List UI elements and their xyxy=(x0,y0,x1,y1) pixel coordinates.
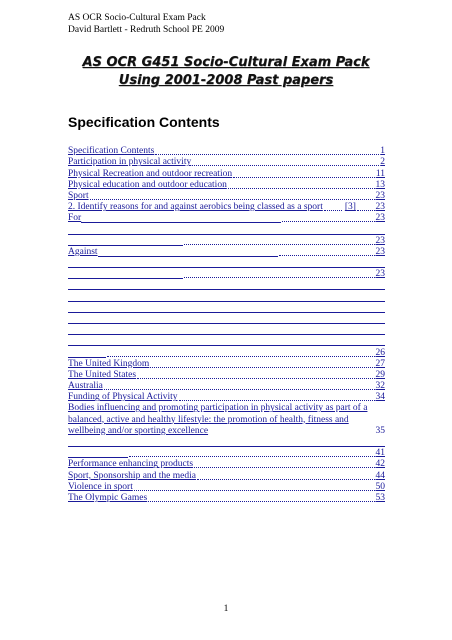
toc-entry[interactable] xyxy=(68,180,385,191)
toc-entry-label: Participation in physical activity xyxy=(68,157,192,168)
toc-entry-page: 42 xyxy=(375,459,385,470)
toc-leader xyxy=(90,198,375,200)
toc-blank-line xyxy=(68,323,385,324)
toc-entry-label: The Olympic Games xyxy=(68,493,148,504)
toc-entry-label: Physical Recreation and outdoor recreation xyxy=(68,168,233,179)
toc-entry-page: 34 xyxy=(375,392,385,403)
toc-entry-page: 32 xyxy=(375,381,385,392)
contents-heading: Specification Contents xyxy=(68,114,220,130)
toc-leader xyxy=(129,455,375,457)
toc-entry[interactable] xyxy=(68,213,385,224)
toc-entry[interactable] xyxy=(68,157,385,168)
document-subtitle: Using 2001-2008 Past papers xyxy=(118,73,334,88)
toc-leader xyxy=(279,254,375,256)
toc-entry[interactable] xyxy=(68,403,385,437)
toc-entry-page: 23 xyxy=(375,235,385,246)
toc-blank-line xyxy=(68,357,106,358)
toc-entry-label: Specification Contents xyxy=(68,146,155,157)
toc-leader xyxy=(197,478,375,480)
toc-leader xyxy=(184,243,375,245)
toc-blank-line xyxy=(68,334,385,335)
toc-entry-page: 13 xyxy=(375,179,385,190)
toc-entry-label: Performance enhancing products xyxy=(68,459,194,470)
toc-leader xyxy=(107,355,375,357)
toc-leader xyxy=(150,366,374,368)
toc-entry[interactable] xyxy=(68,370,385,381)
toc-leader xyxy=(104,388,375,390)
toc-leader xyxy=(194,466,374,468)
toc-entry[interactable] xyxy=(68,146,385,157)
toc-entry[interactable] xyxy=(68,269,385,280)
toc-entry-label: Australia xyxy=(68,381,103,392)
toc-leader xyxy=(155,153,379,155)
toc-entry-page: 44 xyxy=(375,470,385,481)
toc-entry[interactable] xyxy=(68,493,385,504)
toc-entry-label: 2. Identify reasons for and against aerobics being classed as a sport xyxy=(68,202,323,213)
toc-leader xyxy=(184,276,375,278)
toc-blank-line xyxy=(68,234,385,235)
toc-leader xyxy=(192,164,379,166)
toc-leader xyxy=(137,377,374,379)
table-of-contents xyxy=(68,146,385,504)
toc-blank-row[interactable] xyxy=(68,258,385,269)
toc-entry-page: 29 xyxy=(375,369,385,380)
toc-entry[interactable] xyxy=(68,381,385,392)
toc-entry-label: Bodies influencing and promoting participation in physical activity as part of a balanced, active and healthy lifestyle: the promotion of health, fitness and wellbeing and/or sporting excellence xyxy=(68,403,368,436)
toc-entry-label: The United States xyxy=(68,369,137,380)
toc-leader xyxy=(233,176,375,178)
toc-blank-row[interactable] xyxy=(68,325,385,336)
toc-entry-page: 11 xyxy=(375,168,385,179)
toc-leader xyxy=(324,209,342,211)
toc-blank-line xyxy=(68,289,385,290)
toc-entry-marks: [3] xyxy=(344,202,356,213)
toc-blank-line xyxy=(68,312,385,313)
toc-entry[interactable] xyxy=(68,359,385,370)
page-number: 1 xyxy=(223,604,229,614)
toc-blank-line xyxy=(68,301,385,302)
toc-blank-row[interactable] xyxy=(68,280,385,291)
toc-entry-label: Violence in sport xyxy=(68,481,133,492)
toc-entry-label: Sport xyxy=(68,190,89,201)
toc-leader xyxy=(134,489,375,491)
toc-entry[interactable] xyxy=(68,168,385,179)
toc-entry-label: Against xyxy=(68,246,98,257)
toc-blank-row[interactable] xyxy=(68,224,385,235)
toc-entry-label: Funding of Physical Activity xyxy=(68,392,178,403)
toc-entry[interactable] xyxy=(68,482,385,493)
toc-entry-label: The United Kingdom xyxy=(68,358,150,369)
toc-blank-row[interactable] xyxy=(68,303,385,314)
toc-leader xyxy=(179,399,375,401)
toc-entry[interactable] xyxy=(68,202,385,213)
toc-entry-label: Physical education and outdoor education xyxy=(68,179,227,190)
toc-entry-page: 23 xyxy=(375,246,385,257)
toc-blank-row[interactable] xyxy=(68,291,385,302)
toc-leader xyxy=(282,220,374,222)
toc-blank-line xyxy=(68,245,183,246)
toc-entry-label: For xyxy=(68,213,82,224)
toc-blank-row[interactable] xyxy=(68,336,385,347)
toc-entry-page: 23 xyxy=(375,213,385,224)
toc-entry-page: 26 xyxy=(375,347,385,358)
toc-entry-page: 1 xyxy=(380,146,385,157)
toc-blank-line xyxy=(68,345,385,346)
toc-entry-page: 35 xyxy=(375,425,385,436)
toc-blank-line xyxy=(98,256,278,257)
document-header xyxy=(68,12,224,36)
header-line-2: David Bartlett - Redruth School PE 2009 xyxy=(68,25,225,35)
toc-blank-row[interactable] xyxy=(68,314,385,325)
toc-blank-line xyxy=(68,267,385,268)
toc-entry[interactable] xyxy=(68,247,385,258)
toc-blank-line xyxy=(81,222,281,223)
toc-entry-page: 23 xyxy=(375,202,385,213)
toc-blank-line xyxy=(68,278,183,279)
toc-entry[interactable] xyxy=(68,191,385,202)
toc-entry[interactable] xyxy=(68,470,385,481)
toc-entry[interactable] xyxy=(68,459,385,470)
toc-entry-page: 2 xyxy=(380,157,385,168)
toc-entry-page: 50 xyxy=(375,481,385,492)
toc-entry[interactable] xyxy=(68,236,385,247)
toc-leader xyxy=(228,187,375,189)
toc-entry[interactable] xyxy=(68,392,385,403)
toc-entry-page: 23 xyxy=(375,269,385,280)
toc-blank-line xyxy=(68,446,385,447)
toc-entry[interactable] xyxy=(68,347,385,358)
toc-entry-label: Sport, Sponsorship and the media xyxy=(68,470,196,481)
toc-entry-page: 53 xyxy=(375,493,385,504)
toc-entry-page: 23 xyxy=(375,190,385,201)
document-title: AS OCR G451 Socio-Cultural Exam Pack xyxy=(82,55,370,70)
toc-leader xyxy=(357,209,375,211)
toc-entry[interactable] xyxy=(68,448,385,459)
header-line-1: AS OCR Socio-Cultural Exam Pack xyxy=(68,13,206,23)
toc-blank-row[interactable] xyxy=(68,437,385,448)
toc-entry-page: 41 xyxy=(375,448,385,459)
toc-entry-page: 27 xyxy=(375,358,385,369)
toc-leader xyxy=(148,500,374,502)
